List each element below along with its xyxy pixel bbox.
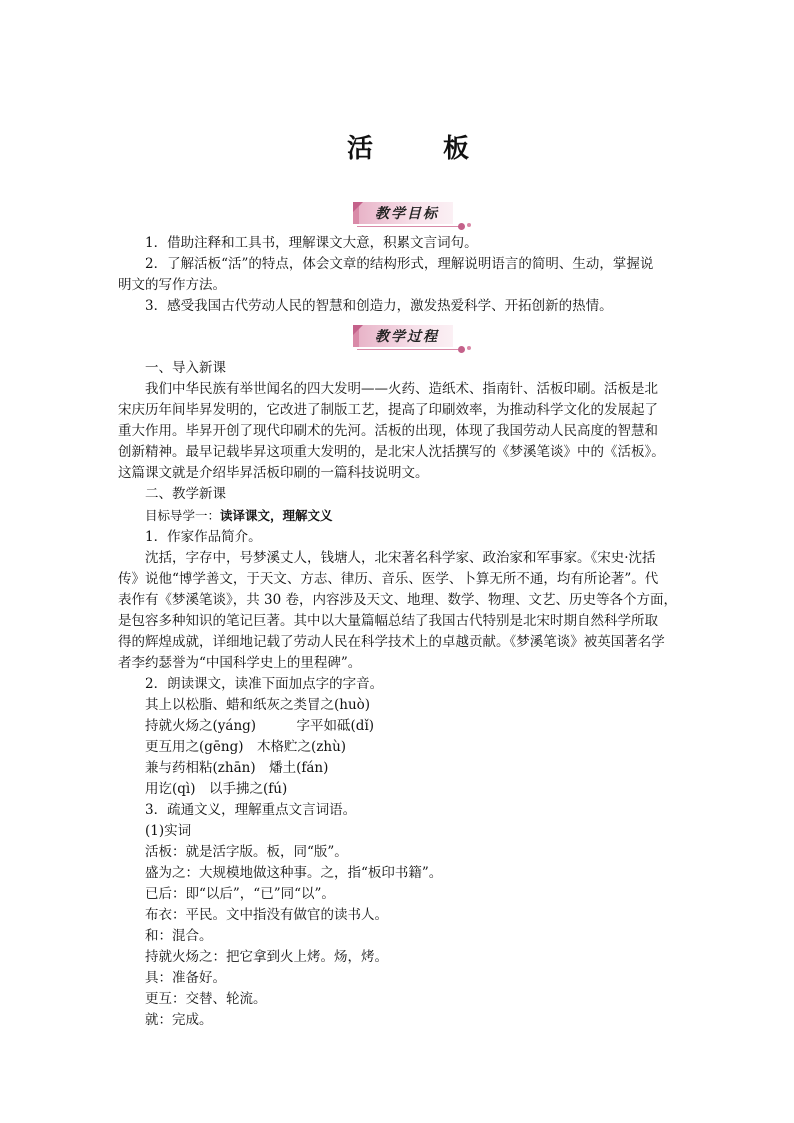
vocab-line: 已后：即“以后”，“已”同“以”。 [145,886,335,902]
bio-line: 表作有《梦溪笔谈》，共 30 卷，内容涉及天文、地理、数学、物理、文艺、历史等各个方面， [118,592,678,608]
objective-item: 2．了解活板“活”的特点，体会文章的结构形式，理解说明语言的简明、生动，掌握说 [145,256,654,272]
item1-title: 1．作家作品简介。 [145,529,262,545]
objective-item-cont: 明文的写作方法。 [118,277,226,293]
bio-line: 得的辉煌成就，详细地记载了劳动人民在科学技术上的卓越贡献。《梦溪笔谈》被英国著名学 [118,634,665,650]
goal-prefix: 目标导学一： [145,508,221,523]
intro-line: 宋庆历年间毕昇发明的，它改进了制版工艺，提高了印刷效率，为推动科学文化的发展起了 [118,402,658,418]
objective-item: 3．感受我国古代劳动人民的智慧和创造力，激发热爱科学、开拓创新的热情。 [145,298,613,314]
intro-line: 我们中华民族有举世闻名的四大发明——火药、造纸术、指南针、活板印刷。活板是北 [145,381,658,397]
bio-line: 者李约瑟誉为“中国科学史上的里程碑”。 [118,655,362,671]
goal-line [118,505,680,527]
intro-section [118,358,680,1031]
intro-heading: 一、导入新课 [145,360,226,376]
vocab-line: 盛为之：大规模地做这种事。之，指“板印书籍”。 [145,865,443,881]
objective-item: 1．借助注释和工具书，理解课文大意，积累文言词句。 [145,235,478,251]
objectives-banner [353,202,465,224]
bio-line: 传》说他“博学善文，于天文、方志、律历、音乐、医学、卜算无所不通，均有所论著”。代 [118,571,659,587]
bio-line: 沈括，字存中，号梦溪丈人，钱塘人，北宋著名科学家、政治家和军事家。《宋史·沈括 [145,550,656,566]
pronunciation-line: 兼与药相粘(zhān) 燔土(fán) [145,760,329,776]
process-banner [353,325,465,347]
item2-title: 2．朗读课文，读准下面加点字的字音。 [145,676,384,692]
banner-corner [353,325,363,335]
vocab-line: 活板：就是活字版。板，同“版”。 [145,844,348,860]
pronunciation-line: 用讫(qì) 以手拂之(fú) [145,781,288,797]
banner-dot-icon [458,346,465,353]
vocab-line: 持就火炀之：把它拿到火上烤。炀，烤。 [145,949,388,965]
intro-line: 重大作用。毕昇开创了现代印刷术的先河。活板的出现，体现了我国劳动人民高度的智慧和 [118,423,658,439]
vocab-line: 更互：交替、轮流。 [145,991,267,1007]
vocab-line: 具：准备好。 [145,970,226,986]
pronunciation-line: 其上以松脂、蜡和纸灰之类冒之(huò) [145,697,371,713]
item3-title: 3．疏通文义，理解重点文言词语。 [145,802,357,818]
intro-line: 这篇课文就是介绍毕昇活板印刷的一篇科技说明文。 [118,465,429,481]
page-title: 活 板 [346,134,491,164]
bio-line: 是包容多种知识的笔记巨著。其中以大量篇幅总结了我国古代特别是北宋时期自然科学所取 [118,613,658,629]
banner-underline [357,226,461,227]
vocab-line: 布衣：平民。文中指没有做官的读书人。 [145,907,388,923]
intro-line: 创新精神。最早记载毕昇这项重大发明的，是北宋人沈括撰写的《梦溪笔谈》中的《活板》。 [118,444,665,460]
pronunciation-line: 更互用之(gēng) 木格贮之(zhù) [145,739,347,755]
new-lesson-heading: 二、教学新课 [145,486,226,502]
objectives-list [118,233,680,317]
process-label: 教学过程 [375,329,439,345]
banner-dot-small-icon [467,223,471,227]
banner-corner [353,202,363,212]
banner-dot-icon [458,223,465,230]
objectives-label: 教学目标 [375,206,439,222]
goal-text: 读译课文，理解文义 [220,508,333,523]
banner-dot-small-icon [467,346,471,350]
item3-subheading: (1)实词 [145,823,192,839]
vocab-line: 和：混合。 [145,928,213,944]
vocab-line: 就：完成。 [145,1012,213,1028]
banner-underline [357,349,461,350]
pronunciation-line: 持就火炀之(yáng) 字平如砥(dǐ) [145,718,375,734]
